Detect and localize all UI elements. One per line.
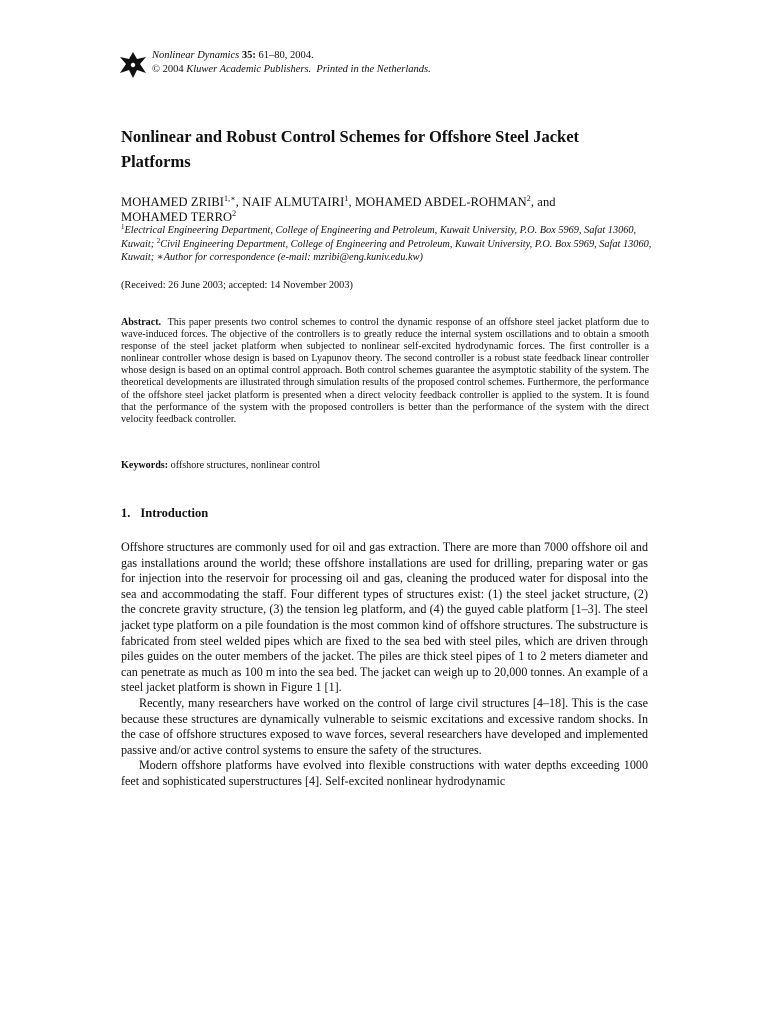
body-paragraph: Recently, many researchers have worked on the control of large civil structures [4–18]. This is the case because these structures are dynamically vulnerable to seismic excitations and excessive random shocks. In the case of offshore structures exposed to wave forces, several researchers have developed and implemented passive and/or active control systems to ensure the safety of the structures. [121, 695, 648, 757]
affiliation-2: Civil Engineering Department, College of Engineering and Petroleum, Kuwait University, P.O. Box 5969, Safat 13060, Kuwait; [121, 238, 652, 263]
received-dates: (Received: 26 June 2003; accepted: 14 November 2003) [121, 280, 353, 291]
affiliations: $^1$Electrical Engineering Department, College of Engineering and Petroleum, Kuwait University, P.O. Box 5969, Safat 13060, Kuwait; $^2$Civil Engineering Department, College of Engineering and Petroleum, Kuwait University, P.O. Box 5969, Safat 13060, Kuwait; ∗Author for correspondence (e-mail: mzribi@eng.kuniv.edu.kw) [121, 223, 652, 263]
journal-volume: 35: [241, 50, 256, 61]
citation-line-2 [152, 63, 431, 77]
abstract-label: Abstract. [121, 317, 162, 328]
keywords-text: offshore structures, nonlinear control [170, 460, 321, 471]
author: MOHAMED ABDEL-ROHMAN$^2$, and [354, 194, 556, 209]
author: MOHAMED $ZRIBI^{1,∗}$, [121, 194, 243, 209]
paper-title: Nonlinear and Robust Control Schemes for Offshore Steel Jacket Platforms [121, 127, 580, 171]
correspondence-note: ∗Author for correspondence (e-mail: mzribi@eng.kuniv.edu.kw) [156, 252, 423, 263]
citation-line-1 [152, 49, 431, 63]
introduction-body [121, 540, 648, 790]
author-list [121, 195, 651, 225]
author: MOHAMED TERRO$^2$ [121, 209, 237, 224]
section-title: Introduction [140, 506, 209, 520]
keywords [121, 459, 320, 472]
affiliation-1: Electrical Engineering Department, College of Engineering and Petroleum, Kuwait University, P.O. Box 5969, Safat 13060, Kuwait; [121, 225, 637, 250]
kluwer-publisher-logo-icon [120, 52, 146, 78]
body-paragraph: Offshore structures are commonly used for oil and gas extraction. There are more than 7000 offshore oil and gas installations around the world; these offshore installations are used for drilling, preparing water or gas for injection into the reservoir for processing oil and gas, cleaning the produced water for disposal into the sea and accommodating the staff. Four different types of structures exist: (1) the steel jacket structure, (2) the concrete gravity structure, (3) the tension leg platform, and (4) the guyed cable platform [1–3]. The steel jacket type platform on a pile foundation is the most common kind of offshore structures. The substructure is fabricated from steel welded pipes which are fixed to the sea bed with steel piles, which are driven through piles guides on the outer members of the jacket. The piles are thick steel pipes of 1 to 2 meters diameter and can penetrate as much as 100 m into the sea bed. The jacket can weigh up to 20,000 tonnes. An example of a steel jacket platform is shown in Figure 1 [1]. [121, 540, 648, 695]
journal-pages-year: 61–80, 2004. [258, 50, 314, 61]
journal-name: Nonlinear Dynamics [152, 50, 240, 61]
abstract-text: This paper presents two control schemes to control the dynamic response of an offshore steel jacket platform due to wave-induced forces. The objective of the controllers is to greatly reduce the internal system oscillations and to obtain a smooth response of the steel jacket platform when subjected to nonlinear self-excited hydrodynamic forces. The first controller is a nonlinear controller whose design is based on Lyapunov theory. The second controller is a robust state feedback linear controller whose design is based on an optimal control approach. Both control schemes guarantee the asymptotic stability of the system. The theoretical developments are illustrated through simulation results of the proposed control schemes. Furthermore, the performance of the offshore steel jacket platform is presented when a direct velocity feedback controller is applied to the system. It is found that the performance of the system with the proposed controllers is better than the performance of the system with the direct velocity feedback controller. [121, 317, 649, 425]
printed-location: Printed in the Netherlands. [316, 64, 431, 75]
section-number: 1. [121, 506, 131, 520]
journal-citation [152, 49, 431, 77]
publisher-name: Kluwer Academic Publishers. [186, 64, 312, 75]
keywords-label: Keywords: [121, 460, 169, 471]
copyright-notice: © 2004 [152, 64, 184, 75]
section-heading-introduction [121, 505, 208, 521]
abstract [121, 317, 649, 426]
author: NAIF ALMUTAIRI$^1$, [242, 194, 355, 209]
body-paragraph: Modern offshore platforms have evolved into flexible constructions with water depths exceeding 1000 feet and sophisticated superstructures [4]. Self-excited nonlinear hydrodynamic [121, 758, 648, 788]
